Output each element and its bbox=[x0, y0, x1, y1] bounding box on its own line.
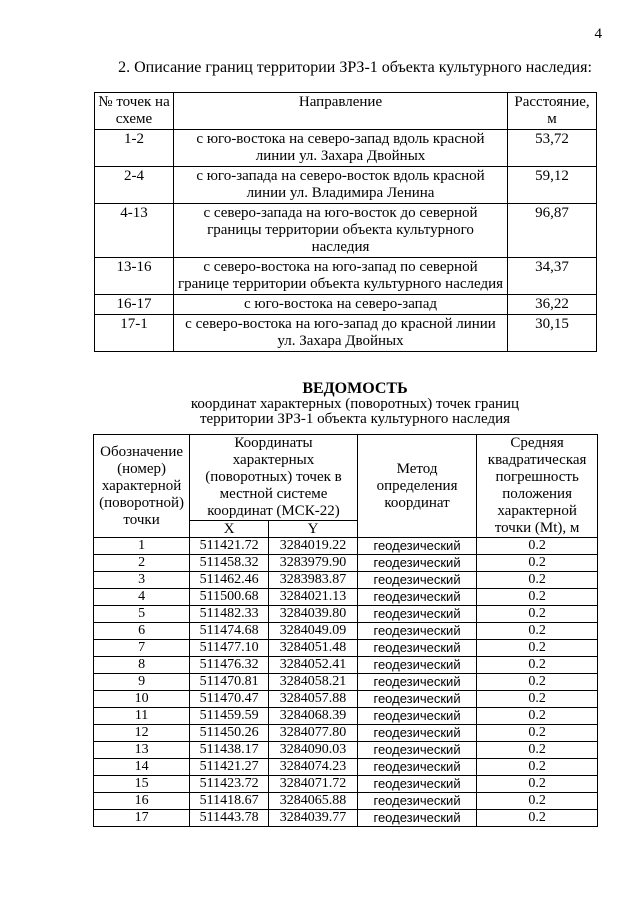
coords-row-mt: 0.2 bbox=[477, 538, 598, 555]
coords-row-y: 3284039.77 bbox=[269, 810, 358, 827]
boundary-row-points: 17-1 bbox=[95, 315, 174, 352]
coords-row-y: 3284068.39 bbox=[269, 708, 358, 725]
coords-row bbox=[94, 776, 598, 793]
coords-row-mt: 0.2 bbox=[477, 708, 598, 725]
header-method: Метод определения координат bbox=[357, 435, 476, 538]
coords-row-x: 511459.59 bbox=[190, 708, 269, 725]
boundary-row-direction: с северо-запада на юго-восток до северной границы территории объекта культурного наследия bbox=[174, 204, 508, 258]
coordinates-table bbox=[93, 434, 598, 827]
coords-row-method: геодезический bbox=[357, 759, 476, 776]
coords-row-method: геодезический bbox=[357, 674, 476, 691]
coords-row bbox=[94, 640, 598, 657]
coords-row-x: 511500.68 bbox=[190, 589, 269, 606]
coords-row-y: 3284021.13 bbox=[269, 589, 358, 606]
coords-row-y: 3284039.80 bbox=[269, 606, 358, 623]
boundary-table bbox=[94, 92, 597, 352]
coords-row-x: 511421.72 bbox=[190, 538, 269, 555]
coords-row-x: 511458.32 bbox=[190, 555, 269, 572]
coords-header-row bbox=[94, 435, 598, 521]
coords-row-mt: 0.2 bbox=[477, 674, 598, 691]
coords-row-method: геодезический bbox=[357, 623, 476, 640]
coords-row-x: 511474.68 bbox=[190, 623, 269, 640]
boundary-row-direction: с юго-запада на северо-восток вдоль красной линии ул. Владимира Ленина bbox=[174, 167, 508, 204]
boundary-row bbox=[95, 315, 597, 352]
coords-row-n: 13 bbox=[94, 742, 190, 759]
boundary-row bbox=[95, 167, 597, 204]
coords-row-y: 3284077.80 bbox=[269, 725, 358, 742]
vedomost-subtitle bbox=[0, 397, 640, 427]
coords-row-method: геодезический bbox=[357, 640, 476, 657]
coords-row-n: 7 bbox=[94, 640, 190, 657]
boundary-row-direction: с юго-востока на северо-запад вдоль красной линии ул. Захара Двойных bbox=[174, 130, 508, 167]
coords-row-y: 3284074.23 bbox=[269, 759, 358, 776]
header-coordinates: Координаты характерных (поворотных) точек в местной системе координат (МСК-22) bbox=[190, 435, 358, 521]
coords-row bbox=[94, 674, 598, 691]
coords-row-method: геодезический bbox=[357, 793, 476, 810]
coords-row-method: геодезический bbox=[357, 691, 476, 708]
coords-row-y: 3284057.88 bbox=[269, 691, 358, 708]
vedomost-subtitle-line1: координат характерных (поворотных) точек границ bbox=[190, 396, 520, 412]
coords-row-n: 8 bbox=[94, 657, 190, 674]
boundary-row-points: 13-16 bbox=[95, 258, 174, 295]
coords-row-y: 3283979.90 bbox=[269, 555, 358, 572]
coords-row-y: 3283983.87 bbox=[269, 572, 358, 589]
coords-row-n: 15 bbox=[94, 776, 190, 793]
coords-row-x: 511443.78 bbox=[190, 810, 269, 827]
coords-row-mt: 0.2 bbox=[477, 657, 598, 674]
coords-row-method: геодезический bbox=[357, 742, 476, 759]
coords-row-mt: 0.2 bbox=[477, 640, 598, 657]
coords-row-method: геодезический bbox=[357, 572, 476, 589]
coords-row-n: 6 bbox=[94, 623, 190, 640]
coords-row-method: геодезический bbox=[357, 776, 476, 793]
boundary-row-distance: 96,87 bbox=[508, 204, 597, 258]
coords-row-y: 3284019.22 bbox=[269, 538, 358, 555]
coords-row-method: геодезический bbox=[357, 657, 476, 674]
coords-row bbox=[94, 623, 598, 640]
coords-row-method: геодезический bbox=[357, 708, 476, 725]
coords-row bbox=[94, 810, 598, 827]
coords-row bbox=[94, 555, 598, 572]
coords-row-n: 5 bbox=[94, 606, 190, 623]
boundary-row-distance: 53,72 bbox=[508, 130, 597, 167]
header-points: № точек на схеме bbox=[95, 93, 174, 130]
coords-row-x: 511470.81 bbox=[190, 674, 269, 691]
coords-row-x: 511418.67 bbox=[190, 793, 269, 810]
coords-row bbox=[94, 742, 598, 759]
vedomost-subtitle-line2: территории ЗРЗ-1 объекта культурного наследия bbox=[199, 411, 511, 427]
coords-row-mt: 0.2 bbox=[477, 589, 598, 606]
coords-row-x: 511477.10 bbox=[190, 640, 269, 657]
header-designation: Обозначение (номер) характерной (поворотной) точки bbox=[94, 435, 190, 538]
coords-row-n: 17 bbox=[94, 810, 190, 827]
coords-row-n: 14 bbox=[94, 759, 190, 776]
coords-row-y: 3284058.21 bbox=[269, 674, 358, 691]
coords-row bbox=[94, 708, 598, 725]
coords-row-x: 511476.32 bbox=[190, 657, 269, 674]
boundary-row-points: 2-4 bbox=[95, 167, 174, 204]
boundary-row-distance: 59,12 bbox=[508, 167, 597, 204]
coords-row-mt: 0.2 bbox=[477, 793, 598, 810]
coords-row-x: 511470.47 bbox=[190, 691, 269, 708]
coords-row bbox=[94, 606, 598, 623]
header-error: Средняя квадратическая погрешность положения характерной точки (Mt), м bbox=[477, 435, 598, 538]
coords-row-mt: 0.2 bbox=[477, 691, 598, 708]
coords-row-mt: 0.2 bbox=[477, 572, 598, 589]
coords-row-mt: 0.2 bbox=[477, 555, 598, 572]
coords-row-mt: 0.2 bbox=[477, 810, 598, 827]
coords-row-method: геодезический bbox=[357, 555, 476, 572]
coords-row-x: 511423.72 bbox=[190, 776, 269, 793]
coords-row bbox=[94, 691, 598, 708]
boundary-row-direction: с северо-востока на юго-запад до красной линии ул. Захара Двойных bbox=[174, 315, 508, 352]
coords-row bbox=[94, 657, 598, 674]
coords-row-mt: 0.2 bbox=[477, 725, 598, 742]
coords-row-n: 16 bbox=[94, 793, 190, 810]
boundary-row bbox=[95, 204, 597, 258]
coords-row-mt: 0.2 bbox=[477, 776, 598, 793]
coords-row-n: 11 bbox=[94, 708, 190, 725]
coords-row-n: 3 bbox=[94, 572, 190, 589]
header-x: X bbox=[190, 521, 269, 538]
coords-row bbox=[94, 538, 598, 555]
coords-row bbox=[94, 725, 598, 742]
coords-row-method: геодезический bbox=[357, 810, 476, 827]
coords-row-y: 3284071.72 bbox=[269, 776, 358, 793]
coords-row-x: 511438.17 bbox=[190, 742, 269, 759]
coords-row-method: геодезический bbox=[357, 606, 476, 623]
coords-row-method: геодезический bbox=[357, 538, 476, 555]
boundary-row-distance: 36,22 bbox=[508, 295, 597, 315]
coords-row-y: 3284065.88 bbox=[269, 793, 358, 810]
coords-row-x: 511462.46 bbox=[190, 572, 269, 589]
boundary-row-distance: 34,37 bbox=[508, 258, 597, 295]
boundary-row-distance: 30,15 bbox=[508, 315, 597, 352]
coords-row-n: 2 bbox=[94, 555, 190, 572]
boundary-row-points: 4-13 bbox=[95, 204, 174, 258]
coords-row bbox=[94, 572, 598, 589]
boundary-row-direction: с северо-востока на юго-запад по северной границе территории объекта культурного наследия bbox=[174, 258, 508, 295]
boundary-header-row bbox=[95, 93, 597, 130]
header-direction: Направление bbox=[174, 93, 508, 130]
coords-row-y: 3284051.48 bbox=[269, 640, 358, 657]
coords-row-mt: 0.2 bbox=[477, 759, 598, 776]
boundary-row bbox=[95, 130, 597, 167]
boundary-row-direction: с юго-востока на северо-запад bbox=[174, 295, 508, 315]
boundary-row-points: 16-17 bbox=[95, 295, 174, 315]
coords-row-y: 3284049.09 bbox=[269, 623, 358, 640]
boundary-row-points: 1-2 bbox=[95, 130, 174, 167]
coords-row-x: 511482.33 bbox=[190, 606, 269, 623]
vedomost-title: ВЕДОМОСТЬ bbox=[302, 380, 408, 397]
coords-row bbox=[94, 759, 598, 776]
coords-row-n: 4 bbox=[94, 589, 190, 606]
coords-row-x: 511421.27 bbox=[190, 759, 269, 776]
coords-row-method: геодезический bbox=[357, 725, 476, 742]
coords-row bbox=[94, 793, 598, 810]
boundary-row bbox=[95, 295, 597, 315]
boundary-row bbox=[95, 258, 597, 295]
page-number: 4 bbox=[594, 26, 602, 42]
coords-row-mt: 0.2 bbox=[477, 623, 598, 640]
coords-row-y: 3284090.03 bbox=[269, 742, 358, 759]
coords-row bbox=[94, 589, 598, 606]
section-title: 2. Описание границ территории ЗРЗ-1 объекта культурного наследия: bbox=[118, 59, 592, 76]
header-distance: Расстояние, м bbox=[508, 93, 597, 130]
coords-row-n: 1 bbox=[94, 538, 190, 555]
coords-row-method: геодезический bbox=[357, 589, 476, 606]
header-y: Y bbox=[269, 521, 358, 538]
coords-row-x: 511450.26 bbox=[190, 725, 269, 742]
coords-row-n: 12 bbox=[94, 725, 190, 742]
coords-row-y: 3284052.41 bbox=[269, 657, 358, 674]
coords-row-mt: 0.2 bbox=[477, 742, 598, 759]
coords-row-n: 9 bbox=[94, 674, 190, 691]
coords-row-n: 10 bbox=[94, 691, 190, 708]
coords-row-mt: 0.2 bbox=[477, 606, 598, 623]
